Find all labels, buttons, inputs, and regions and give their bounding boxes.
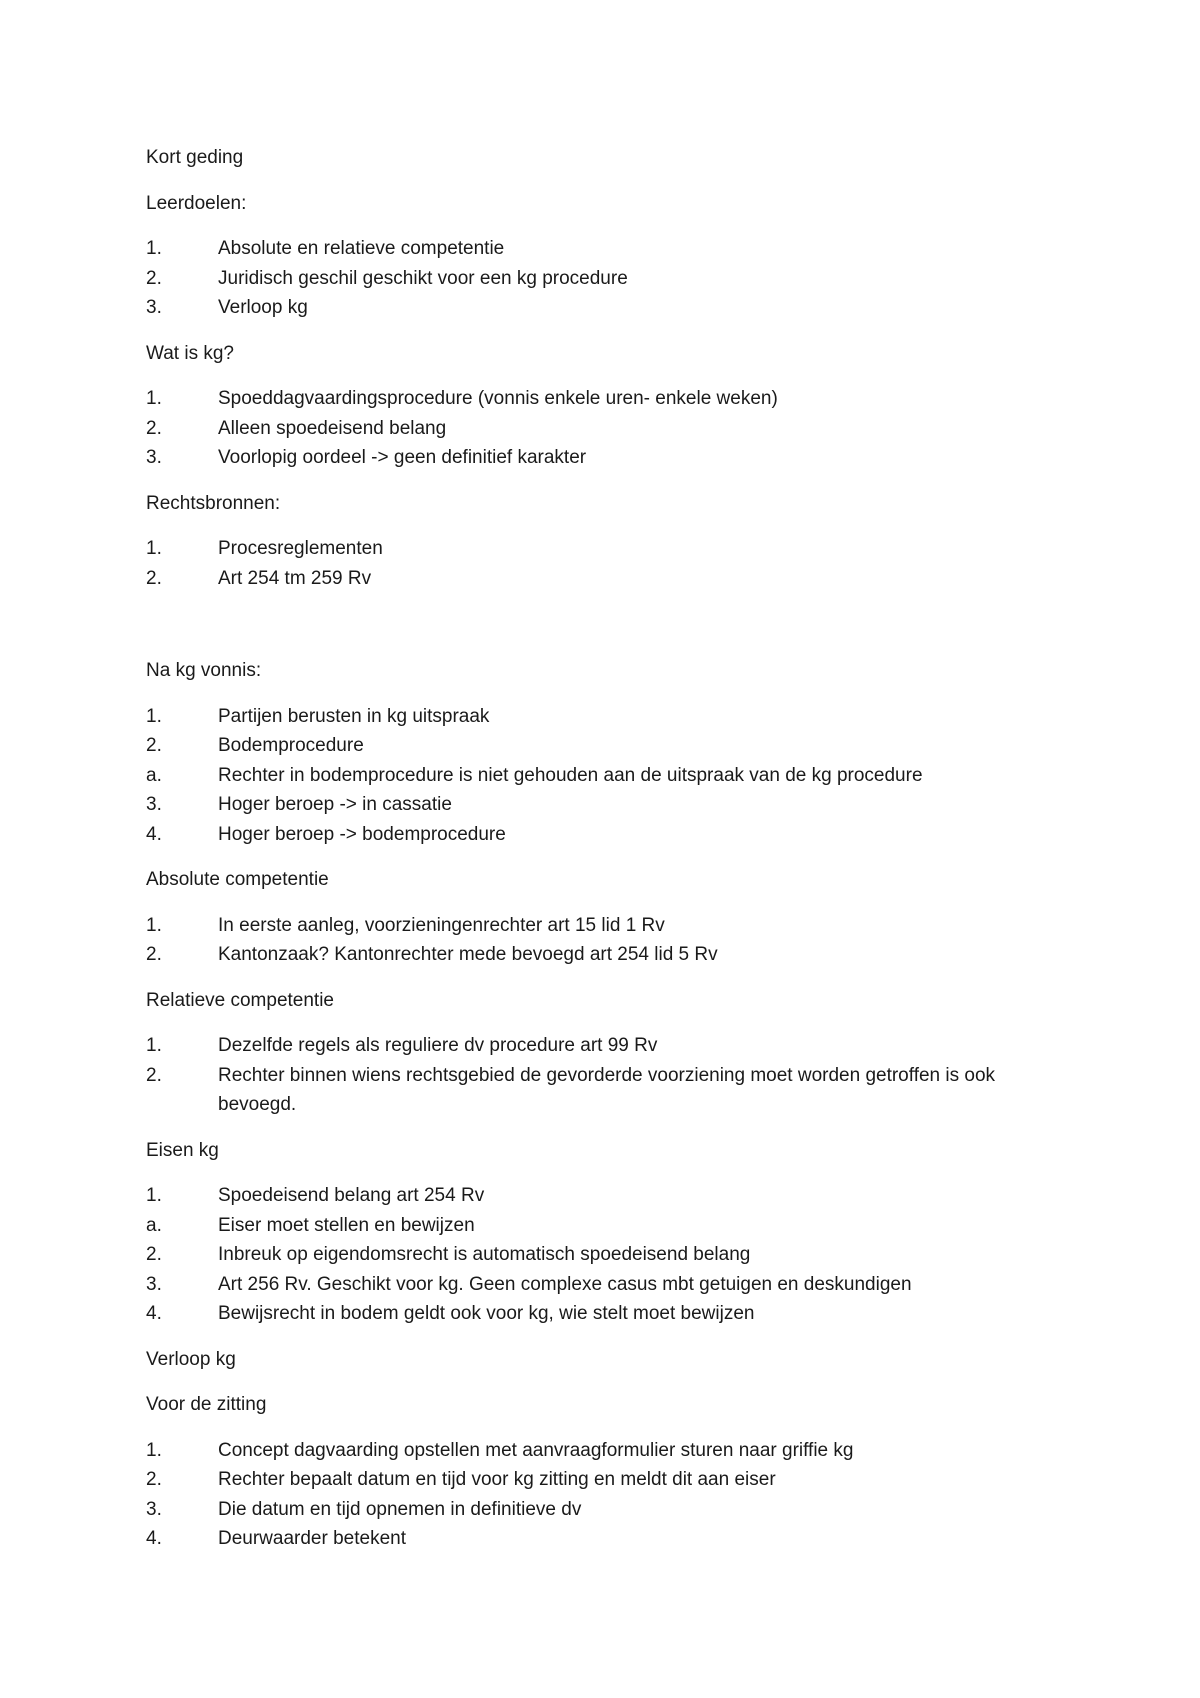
list-item-text: Kantonzaak? Kantonrechter mede bevoegd art 254 lid 5 Rv	[218, 944, 718, 965]
list-item-text: Verloop kg	[218, 297, 308, 318]
list-item-number: 3.	[146, 794, 162, 815]
list-item	[146, 443, 1076, 473]
list-item-number: 2.	[146, 735, 162, 756]
list-item-number: 1.	[146, 1439, 162, 1461]
list-item-text: Art 256 Rv. Geschikt voor kg. Geen complexe casus mbt getuigen en deskundigen	[218, 1273, 912, 1295]
list-item-number: 1.	[146, 1035, 162, 1056]
document-content	[146, 189, 1076, 1554]
section-heading: Voor de zitting	[146, 1394, 267, 1415]
list-item	[146, 911, 1076, 941]
section-heading: Verloop kg	[146, 1348, 236, 1370]
list-item-text: Deurwaarder betekent	[218, 1528, 406, 1549]
list-item-text: Hoger beroep -> in cassatie	[218, 794, 452, 815]
list-item	[146, 731, 1076, 761]
numbered-list	[146, 1181, 1076, 1329]
section-heading: Rechtsbronnen:	[146, 492, 281, 514]
list-item-number: 2.	[146, 944, 162, 965]
list-item-number: 1.	[146, 1185, 162, 1206]
list-item-text: Absolute en relatieve competentie	[218, 238, 505, 259]
list-item-text: Spoedeisend belang art 254 Rv	[218, 1185, 485, 1206]
list-item	[146, 820, 1076, 850]
list-item	[146, 940, 1076, 970]
list-item-text: Rechter in bodemprocedure is niet gehouden aan de uitspraak van de kg procedure	[218, 764, 923, 786]
list-item-text: Rechter binnen wiens rechtsgebied de gevorderde voorziening moet worden getroffen is ook bevoegd.	[218, 1064, 996, 1115]
list-item-text: Juridisch geschil geschikt voor een kg procedure	[218, 267, 628, 289]
list-item-number: 1.	[146, 388, 162, 409]
list-item-text: Voorlopig oordeel -> geen definitief karakter	[218, 447, 587, 468]
list-item-number: 2.	[146, 1244, 162, 1265]
list-item-text: Bodemprocedure	[218, 735, 364, 756]
list-item-number: 3.	[146, 1273, 162, 1295]
list-item-number: 4.	[146, 1303, 162, 1324]
numbered-list	[146, 702, 1076, 850]
list-item	[146, 414, 1076, 444]
list-item	[146, 761, 1076, 791]
section-heading: Eisen kg	[146, 1139, 219, 1161]
list-item	[146, 234, 1076, 264]
list-item	[146, 1436, 1076, 1466]
list-item	[146, 702, 1076, 732]
list-item-text: Eiser moet stellen en bewijzen	[218, 1214, 475, 1236]
list-item-text: Dezelfde regels als reguliere dv procedure art 99 Rv	[218, 1035, 658, 1056]
list-item-number: 1.	[146, 538, 162, 559]
list-item-number: 2.	[146, 567, 162, 589]
list-item-number: 1.	[146, 238, 162, 259]
list-item-number: 2.	[146, 1469, 162, 1490]
numbered-list	[146, 534, 1076, 593]
numbered-list	[146, 234, 1076, 323]
list-item-text: Bewijsrecht in bodem geldt ook voor kg, wie stelt moet bewijzen	[218, 1303, 755, 1324]
list-item-number: 1.	[146, 914, 162, 936]
list-item-text: Inbreuk op eigendomsrecht is automatisch spoedeisend belang	[218, 1244, 751, 1265]
list-item	[146, 1211, 1076, 1241]
list-item	[146, 1270, 1076, 1300]
list-item-text: In eerste aanleg, voorzieningenrechter art 15 lid 1 Rv	[218, 914, 665, 936]
numbered-list	[146, 384, 1076, 473]
list-item	[146, 1299, 1076, 1329]
list-item-number: 4.	[146, 1528, 162, 1549]
list-item-text: Alleen spoedeisend belang	[218, 417, 447, 439]
list-item	[146, 293, 1076, 323]
list-item-text: Spoeddagvaardingsprocedure (vonnis enkele uren- enkele weken)	[218, 388, 778, 409]
list-item-number: 4.	[146, 823, 162, 845]
list-item-number: 2.	[146, 417, 162, 439]
list-item-text: Procesreglementen	[218, 538, 383, 559]
list-item-text: Rechter bepaalt datum en tijd voor kg zitting en meldt dit aan eiser	[218, 1469, 776, 1490]
numbered-list	[146, 1031, 1076, 1120]
list-item-number: a.	[146, 764, 162, 786]
list-item-number: 3.	[146, 1498, 162, 1520]
list-item-text: Partijen berusten in kg uitspraak	[218, 705, 490, 727]
list-item-number: a.	[146, 1214, 162, 1236]
document-page	[146, 143, 1076, 1570]
list-item	[146, 1061, 1076, 1120]
list-item	[146, 1031, 1076, 1061]
list-item-number: 3.	[146, 447, 162, 468]
document-title: Kort geding	[146, 147, 244, 168]
list-item	[146, 1524, 1076, 1554]
list-item-number: 1.	[146, 705, 162, 727]
numbered-list	[146, 1436, 1076, 1554]
list-item-number: 2.	[146, 1064, 162, 1086]
list-item-number: 2.	[146, 267, 162, 289]
list-item	[146, 264, 1076, 294]
list-item-text: Die datum en tijd opnemen in definitieve dv	[218, 1498, 582, 1520]
list-item-text: Concept dagvaarding opstellen met aanvraagformulier sturen naar griffie kg	[218, 1439, 854, 1461]
list-item	[146, 1465, 1076, 1495]
list-item	[146, 1181, 1076, 1211]
list-item	[146, 1495, 1076, 1525]
section-heading: Relatieve competentie	[146, 989, 334, 1011]
section-heading: Na kg vonnis:	[146, 660, 262, 681]
list-item	[146, 384, 1076, 414]
blank-space	[146, 609, 1076, 656]
section-heading: Leerdoelen:	[146, 192, 247, 214]
list-item	[146, 534, 1076, 564]
list-item-text: Art 254 tm 259 Rv	[218, 567, 372, 589]
section-heading: Wat is kg?	[146, 342, 234, 364]
list-item-number: 3.	[146, 297, 162, 318]
list-item-text: Hoger beroep -> bodemprocedure	[218, 823, 506, 845]
list-item	[146, 564, 1076, 594]
list-item	[146, 1240, 1076, 1270]
section-heading: Absolute competentie	[146, 869, 329, 890]
numbered-list	[146, 911, 1076, 970]
list-item	[146, 790, 1076, 820]
